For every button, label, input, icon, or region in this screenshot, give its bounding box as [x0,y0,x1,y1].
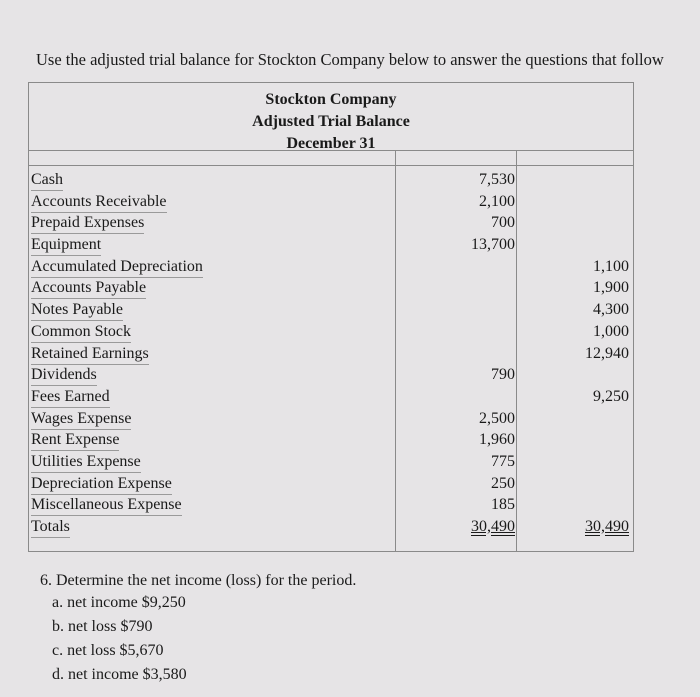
debit-amount: 250 [491,474,515,492]
option-c[interactable]: c. net loss $5,670 [52,642,164,659]
option-d[interactable]: d. net income $3,580 [52,666,187,683]
account-name: Dividends [31,364,97,386]
company-name: Stockton Company [265,91,397,108]
debit-amount: 7,530 [479,171,515,188]
debit-amount: 790 [491,366,515,384]
account-rows [29,169,633,538]
account-name: Notes Payable [31,299,123,321]
debit-amount: 700 [491,214,515,232]
debit-amount: 775 [491,452,515,470]
table-row [29,256,633,278]
account-name: Equipment [31,234,101,256]
debit-amount: 2,500 [479,409,515,427]
debit-amount: 185 [491,496,515,514]
header-rule [29,151,633,166]
table-row [29,343,633,365]
account-name: Accounts Receivable [31,191,167,213]
table-row [29,494,633,516]
table-row [29,234,633,256]
debit-amount: 30,490 [471,518,515,535]
credit-amount: 12,940 [585,344,629,362]
account-name: Common Stock [31,321,131,343]
option-b[interactable]: b. net loss $790 [52,618,153,635]
table-row [29,408,633,430]
credit-amount: 30,490 [585,518,629,535]
table-row [29,321,633,343]
table-row [29,386,633,408]
credit-amount: 1,100 [593,257,629,275]
credit-amount: 9,250 [593,387,629,405]
account-name: Depreciation Expense [31,473,172,495]
statement-date: December 31 [286,135,376,152]
table-row [29,191,633,213]
question-text: 6. Determine the net income (loss) for the period. [40,572,357,589]
table-row [29,516,633,538]
debit-amount: 1,960 [479,431,515,449]
table-row [29,277,633,299]
table-row [29,451,633,473]
table-row [29,299,633,321]
trial-balance-table [28,82,634,552]
credit-amount: 4,300 [593,301,629,319]
table-row [29,212,633,234]
account-name: Accumulated Depreciation [31,256,203,278]
intro-text: Use the adjusted trial balance for Stockton Company below to answer the questions that follow [36,50,664,69]
option-a[interactable]: a. net income $9,250 [52,594,186,611]
account-name: Wages Expense [31,408,131,430]
account-name: Fees Earned [31,386,110,408]
credit-amount: 1,900 [593,279,629,297]
table-row [29,169,633,191]
credit-amount: 1,000 [593,322,629,340]
statement-title: Adjusted Trial Balance [252,113,410,130]
account-name: Rent Expense [31,429,119,451]
debit-amount: 2,100 [479,192,515,210]
account-name: Prepaid Expenses [31,212,144,234]
account-name: Accounts Payable [31,277,146,299]
account-name: Miscellaneous Expense [31,494,182,516]
account-name: Utilities Expense [31,451,141,473]
table-row [29,364,633,386]
table-heading [29,83,633,151]
table-row [29,473,633,495]
table-row [29,429,633,451]
debit-amount: 13,700 [471,236,515,254]
account-name: Totals [31,516,70,538]
account-name: Cash [31,169,63,191]
account-name: Retained Earnings [31,343,149,365]
